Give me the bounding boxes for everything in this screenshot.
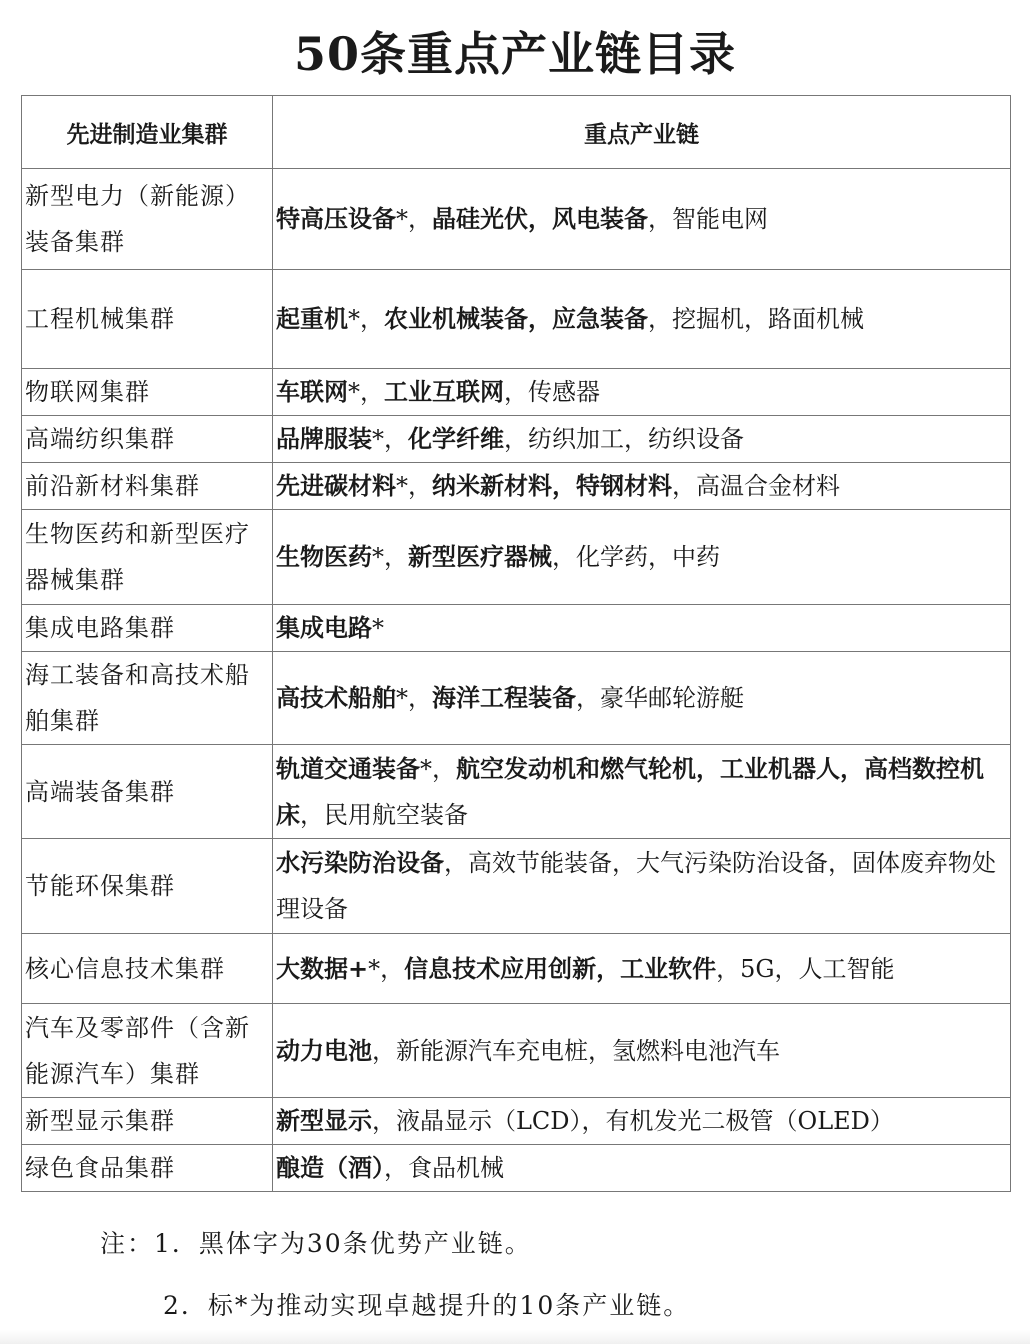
bold-chain-text: 新型医疗器械 — [408, 543, 552, 571]
regular-chain-text: *， — [396, 684, 432, 712]
table-row — [22, 1098, 1011, 1145]
chains-cell — [273, 1145, 1011, 1192]
table-row — [22, 605, 1011, 652]
bold-chain-text: 水污染防治设备 — [276, 849, 444, 877]
chains-cell — [273, 1004, 1011, 1098]
chains-cell — [273, 745, 1011, 839]
bold-chain-text: 特高压设备 — [276, 205, 396, 233]
header-chains: 重点产业链 — [273, 96, 1011, 169]
cluster-cell: 新型电力（新能源）装备集群 — [22, 169, 273, 270]
cluster-cell: 绿色食品集群 — [22, 1145, 273, 1192]
table-header-row — [22, 96, 1011, 169]
chains-cell — [273, 270, 1011, 369]
regular-chain-text: ，高温合金材料 — [672, 472, 840, 500]
regular-chain-text: ，民用航空装备 — [300, 800, 468, 829]
regular-chain-text: *， — [396, 472, 432, 500]
bold-chain-text: 车联网 — [276, 378, 348, 406]
cluster-cell: 集成电路集群 — [22, 605, 273, 652]
table-row — [22, 416, 1011, 463]
header-cluster: 先进制造业集群 — [22, 96, 273, 169]
bold-chain-text: 先进碳材料 — [276, 472, 396, 500]
table-body — [22, 169, 1011, 1192]
regular-chain-text: *， — [348, 305, 384, 333]
regular-chain-text: ，传感器 — [504, 378, 600, 406]
regular-chain-text: *， — [372, 543, 408, 571]
table-row — [22, 652, 1011, 745]
bold-chain-text: 高技术船舶 — [276, 684, 396, 712]
regular-chain-text: ，智能电网 — [648, 205, 768, 233]
bold-chain-text: 工业互联网 — [384, 378, 504, 406]
regular-chain-text: ，豪华邮轮游艇 — [576, 684, 744, 712]
regular-chain-text: *， — [348, 378, 384, 406]
bold-chain-text: 酿造（酒） — [276, 1154, 384, 1182]
cluster-cell: 高端纺织集群 — [22, 416, 273, 463]
table-row — [22, 510, 1011, 605]
bold-chain-text: 海洋工程装备 — [432, 684, 576, 712]
table-row — [22, 934, 1011, 1004]
cluster-cell: 海工装备和高技术船舶集群 — [22, 652, 273, 745]
bold-chain-text: 航空发动机和燃气轮机，工业机器人，高档数控机床 — [276, 754, 984, 829]
bold-chain-text: 农业机械装备，应急装备 — [384, 305, 648, 333]
bold-chain-text: 大数据+ — [276, 954, 369, 983]
regular-chain-text: ，食品机械 — [384, 1154, 504, 1182]
bold-chain-text: 新型显示 — [276, 1107, 372, 1135]
regular-chain-text: *， — [396, 205, 432, 233]
regular-chain-text: ，纺织加工，纺织设备 — [504, 425, 744, 453]
cluster-cell: 前沿新材料集群 — [22, 463, 273, 510]
cluster-cell: 工程机械集群 — [22, 270, 273, 369]
chains-cell — [273, 510, 1011, 605]
table-row — [22, 169, 1011, 270]
cluster-cell: 高端装备集群 — [22, 745, 273, 839]
table-row — [22, 1145, 1011, 1192]
cluster-cell: 新型显示集群 — [22, 1098, 273, 1145]
bold-chain-text: 集成电路 — [276, 614, 372, 642]
regular-chain-text: ，液晶显示（LCD），有机发光二极管（OLED） — [372, 1107, 894, 1135]
chains-cell — [273, 369, 1011, 416]
chains-cell — [273, 416, 1011, 463]
page-title: 50条重点产业链目录 — [293, 27, 736, 81]
table-row — [22, 839, 1011, 934]
regular-chain-text: *， — [420, 754, 456, 783]
bold-chain-text: 晶硅光伏，风电装备 — [432, 205, 648, 233]
table-row — [22, 1004, 1011, 1098]
bold-chain-text: 纳米新材料，特钢材料 — [432, 472, 672, 500]
bold-chain-text: 轨道交通装备 — [276, 754, 420, 783]
table-row — [22, 463, 1011, 510]
regular-chain-text: ，高效节能装备，大气污染防治设备，固体废弃物处理设备 — [276, 849, 996, 923]
regular-chain-text: ，新能源汽车充电桩，氢燃料电池汽车 — [372, 1036, 780, 1065]
bold-chain-text: 品牌服装 — [276, 425, 372, 453]
bold-chain-text: 化学纤维 — [408, 425, 504, 453]
cluster-cell: 汽车及零部件（含新能源汽车）集群 — [22, 1004, 273, 1098]
cluster-cell: 生物医药和新型医疗器械集群 — [22, 510, 273, 605]
chains-cell — [273, 839, 1011, 934]
table-row — [22, 745, 1011, 839]
cluster-cell: 节能环保集群 — [22, 839, 273, 934]
chains-cell — [273, 169, 1011, 270]
bold-chain-text: 信息技术应用创新，工业软件 — [404, 954, 717, 983]
bold-chain-text: 生物医药 — [276, 543, 372, 571]
chains-cell — [273, 605, 1011, 652]
table-row — [22, 369, 1011, 416]
bold-chain-text: 动力电池 — [276, 1036, 372, 1065]
cluster-cell: 物联网集群 — [22, 369, 273, 416]
page-bottom-edge — [0, 1330, 1030, 1344]
chains-cell — [273, 463, 1011, 510]
chains-cell — [273, 934, 1011, 1004]
regular-chain-text: * — [372, 614, 384, 642]
regular-chain-text: ，挖掘机，路面机械 — [648, 305, 864, 333]
table-row — [22, 270, 1011, 369]
regular-chain-text: *， — [368, 954, 405, 983]
chains-cell — [273, 1098, 1011, 1145]
chains-cell — [273, 652, 1011, 745]
regular-chain-text: *， — [372, 425, 408, 453]
note-1: 注：1．黑体字为30条优势产业链。 — [100, 1229, 532, 1258]
bold-chain-text: 起重机 — [276, 305, 348, 333]
regular-chain-text: ，化学药，中药 — [552, 543, 720, 571]
cluster-cell: 核心信息技术集群 — [22, 934, 273, 1004]
regular-chain-text: ，5G，人工智能 — [716, 954, 895, 983]
note-2: 2．标*为推动实现卓越提升的10条产业链。 — [163, 1291, 691, 1320]
industry-chain-table — [21, 95, 1011, 1192]
